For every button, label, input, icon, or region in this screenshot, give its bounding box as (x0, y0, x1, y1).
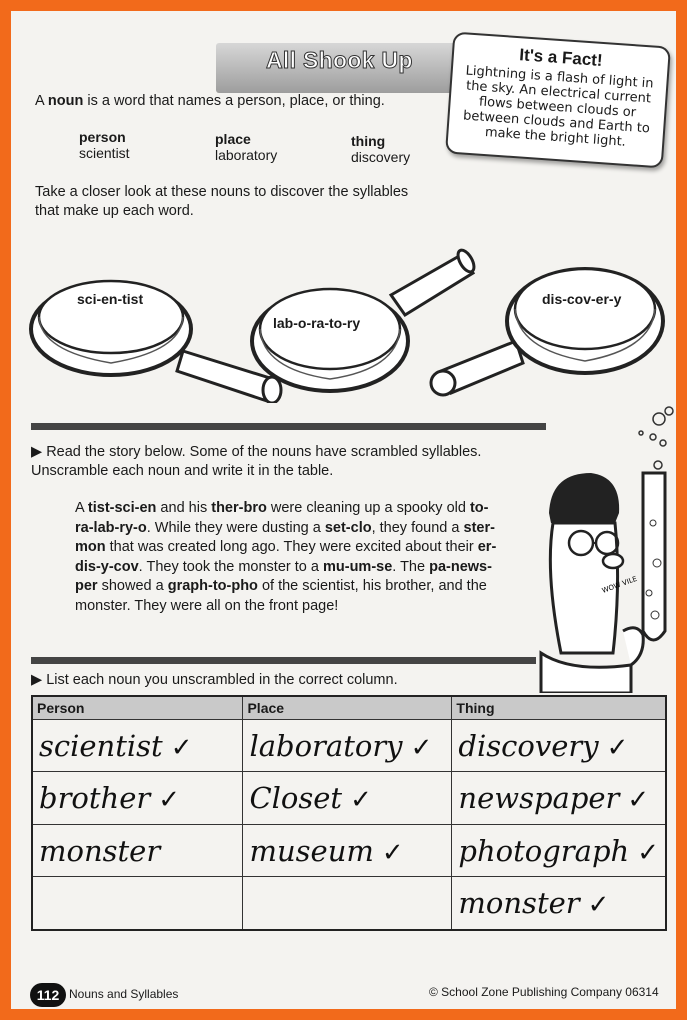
handwritten-answer: monster (458, 886, 580, 921)
table-cell (32, 772, 243, 824)
story-segment: of the scientist, his brother, and the monster. They were all on the front page! (75, 578, 487, 614)
table-cell (243, 720, 452, 772)
footer-publisher: © School Zone Publishing Company 06314 (429, 985, 659, 999)
story-text (75, 499, 505, 617)
story-segment: that was created long ago. They were excited about their (105, 539, 478, 556)
scrambled-noun: mu-um-se (322, 558, 393, 575)
fact-body: Lightning is a flash of light in the sky. An electrical current flows between clouds or between clouds and Earth to make the bright light. (462, 63, 655, 150)
scrambled-noun: er-dis-y-cov (75, 539, 497, 575)
handwritten-answer: scientist (39, 728, 163, 763)
story-segment: showed a (97, 578, 168, 595)
lens-label: dis-cov-er-y (542, 291, 622, 307)
test-tube-icon (643, 473, 665, 640)
story-segment: A (75, 500, 88, 516)
handwritten-answer: monster (39, 833, 161, 868)
illustration-caption: WOW VILE (600, 574, 639, 595)
example-place (215, 131, 277, 163)
list-instruction (31, 672, 398, 688)
handwritten-answer: photograph (458, 833, 630, 868)
noun-table (31, 695, 667, 931)
check-mark-icon: ✓ (158, 785, 181, 816)
check-mark-icon: ✓ (170, 732, 193, 763)
table-cell (452, 824, 666, 876)
noun-definition (35, 93, 385, 109)
table-row (32, 877, 666, 930)
worksheet-page (11, 11, 676, 1009)
scrambled-noun: to-ra-lab-ry-o (75, 500, 489, 536)
check-mark-icon: ✓ (606, 732, 629, 763)
story-segment: . The (392, 558, 430, 575)
magnifier-handle-icon (391, 248, 477, 315)
table-cell (243, 772, 452, 824)
handwritten-answer: laboratory (249, 728, 403, 763)
divider (31, 423, 546, 430)
story-segment: were cleaning up a spooky old (266, 500, 470, 516)
magnifier-lens-icon (252, 289, 408, 391)
story-segment: . They took the monster to a (138, 558, 323, 575)
example-thing (351, 133, 410, 165)
handwritten-answer: brother (39, 781, 151, 816)
scientist-illustration (531, 403, 676, 693)
page-title: All Shook Up (266, 47, 413, 73)
example-value: laboratory (215, 147, 278, 163)
example-heading: thing (351, 133, 386, 149)
instruction-text (31, 443, 546, 481)
story-segment: . While they were dusting a (146, 519, 325, 536)
check-mark-icon: ✓ (410, 732, 433, 763)
check-mark-icon: ✓ (381, 837, 404, 868)
arrow-icon: ▶ (31, 444, 43, 460)
example-person (79, 129, 130, 161)
scrambled-noun: ster-mon (75, 519, 495, 556)
scrambled-noun: ther-bro (211, 500, 267, 516)
table-cell (32, 824, 243, 876)
example-value: scientist (79, 145, 130, 161)
scrambled-noun: set-clo (324, 519, 372, 536)
divider (31, 657, 536, 664)
scrambled-noun: graph-to-pho (167, 578, 258, 595)
table-row (32, 720, 666, 772)
footer-section: Nouns and Syllables (69, 987, 179, 1001)
story-segment: , they found a (371, 519, 464, 536)
table-cell (452, 720, 666, 772)
handwritten-answer: discovery (458, 728, 599, 763)
definition-term: noun (47, 93, 84, 109)
check-mark-icon: ✓ (627, 785, 650, 816)
example-heading: person (79, 129, 126, 145)
example-value: discovery (351, 149, 411, 165)
table-cell (243, 877, 452, 930)
table-header-row (32, 696, 666, 720)
check-mark-icon: ✓ (637, 837, 659, 868)
table-cell (452, 772, 666, 824)
column-header-person: Person (32, 696, 243, 720)
bubbles-icon (639, 407, 673, 469)
lens-label: lab-o-ra-to-ry (273, 315, 361, 331)
definition-prefix: A (35, 93, 48, 109)
column-header-place: Place (243, 696, 452, 720)
page-number-badge: 112 (30, 983, 66, 1007)
definition-rest: is a word that names a person, place, or thing. (83, 93, 385, 109)
handwritten-answer: Closet (249, 781, 343, 816)
column-header-thing: Thing (452, 696, 666, 720)
check-mark-icon: ✓ (350, 785, 372, 816)
scrambled-noun: pa-news-per (75, 558, 492, 595)
magnifier-handle-icon (431, 341, 523, 395)
check-mark-icon: ✓ (587, 890, 610, 921)
intro-text: Take a closer look at these nouns to discover the syllables that make up each word. (35, 184, 409, 219)
fact-title: It's a Fact! (518, 45, 604, 70)
scrambled-noun: tist-sci-en (87, 500, 157, 516)
handwritten-answer: museum (249, 833, 374, 868)
table-row (32, 824, 666, 876)
list-instruction-body: List each noun you unscrambled in the correct column. (46, 672, 398, 688)
handwritten-answer: newspaper (458, 781, 620, 816)
lens-label: sci-en-tist (77, 291, 144, 307)
table-cell (32, 877, 243, 930)
example-heading: place (215, 131, 251, 147)
arrow-icon: ▶ (31, 672, 43, 688)
table-cell (243, 824, 452, 876)
story-segment: and his (156, 500, 212, 516)
table-cell (452, 877, 666, 930)
instruction-body: Read the story below. Some of the nouns have scrambled syllables. Unscramble each noun and write it in the table. (31, 444, 482, 479)
fact-box (445, 32, 671, 169)
magnifier-lens-icon (507, 269, 663, 373)
table-cell (32, 720, 243, 772)
table-row (32, 772, 666, 824)
